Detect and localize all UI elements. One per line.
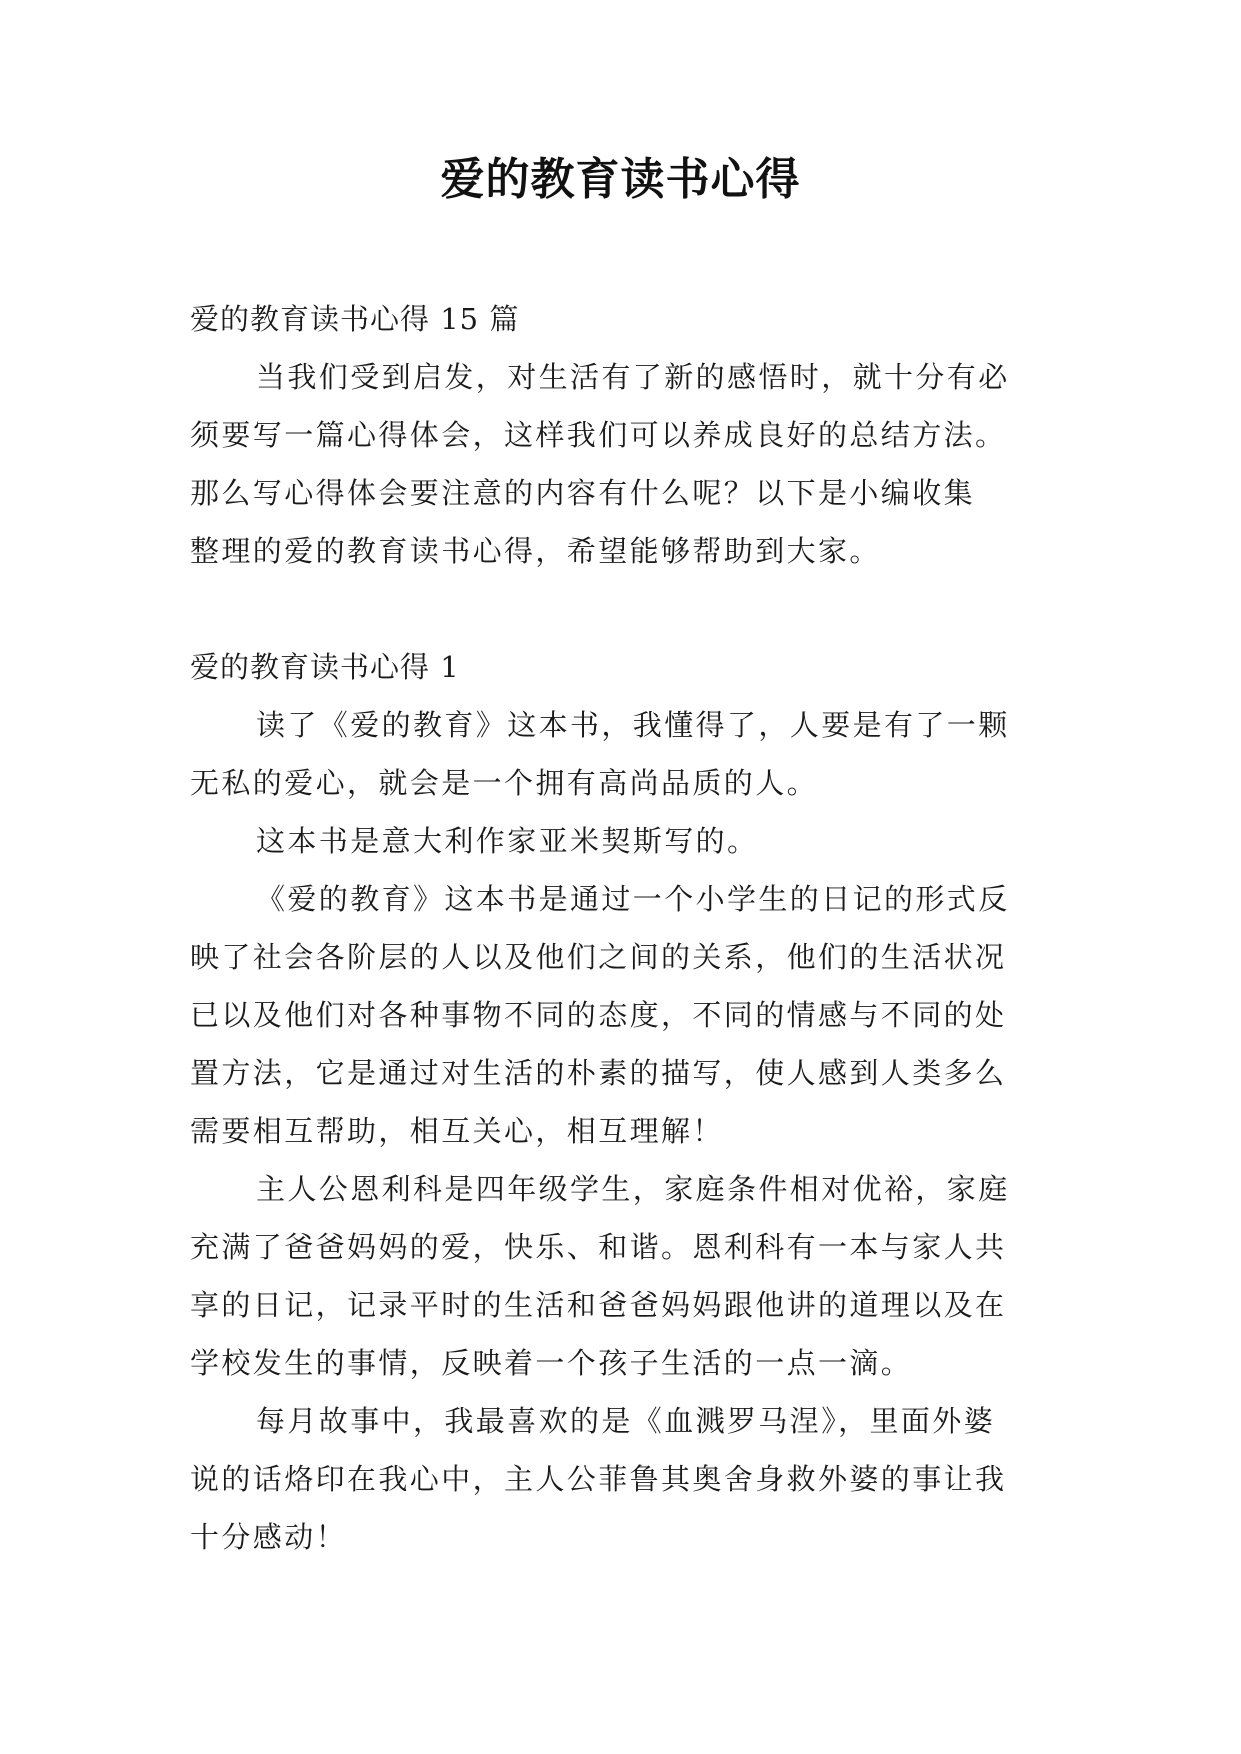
body-line: 需要相互帮助，相互关心，相互理解！	[190, 1114, 724, 1148]
document-body	[190, 290, 1070, 1566]
body-line: 读了《爱的教育》这本书，我懂得了，人要是有了一颗	[256, 708, 1010, 742]
body-line: 已以及他们对各种事物不同的态度，不同的情感与不同的处	[190, 998, 1007, 1032]
section-heading: 爱的教育读书心得 1	[190, 650, 460, 684]
body-line: 说的话烙印在我心中，主人公菲鲁其奥舍身救外婆的事让我	[190, 1462, 1007, 1496]
body-line: 十分感动！	[190, 1520, 348, 1554]
intro-line: 整理的爱的教育读书心得，希望能够帮助到大家。	[190, 534, 881, 568]
body-line: 每月故事中，我最喜欢的是《血溅罗马涅》，里面外婆	[256, 1404, 996, 1438]
intro-line: 那么写心得体会要注意的内容有什么呢？以下是小编收集	[190, 476, 976, 510]
body-line: 这本书是意大利作家亚米契斯写的。	[256, 824, 759, 858]
body-line: 学校发生的事情，反映着一个孩子生活的一点一滴。	[190, 1346, 913, 1380]
body-line: 主人公恩利科是四年级学生，家庭条件相对优裕，家庭	[256, 1172, 1010, 1206]
intro-line: 当我们受到启发，对生活有了新的感悟时，就十分有必	[256, 360, 1010, 394]
body-line: 《爱的教育》这本书是通过一个小学生的日记的形式反	[256, 882, 1010, 916]
paragraph-spacer	[190, 580, 1070, 638]
document-title: 爱的教育读书心得	[440, 154, 801, 205]
intro-line: 须要写一篇心得体会，这样我们可以养成良好的总结方法。	[190, 418, 1007, 452]
body-line: 无私的爱心，就会是一个拥有高尚品质的人。	[190, 766, 819, 800]
intro-heading: 爱的教育读书心得 15 篇	[190, 302, 520, 336]
body-line: 充满了爸爸妈妈的爱，快乐、和谐。恩利科有一本与家人共	[190, 1230, 1007, 1264]
body-line: 映了社会各阶层的人以及他们之间的关系，他们的生活状况	[190, 940, 1007, 974]
body-line: 享的日记，记录平时的生活和爸爸妈妈跟他讲的道理以及在	[190, 1288, 1007, 1322]
body-line: 置方法，它是通过对生活的朴素的描写，使人感到人类多么	[190, 1056, 1007, 1090]
